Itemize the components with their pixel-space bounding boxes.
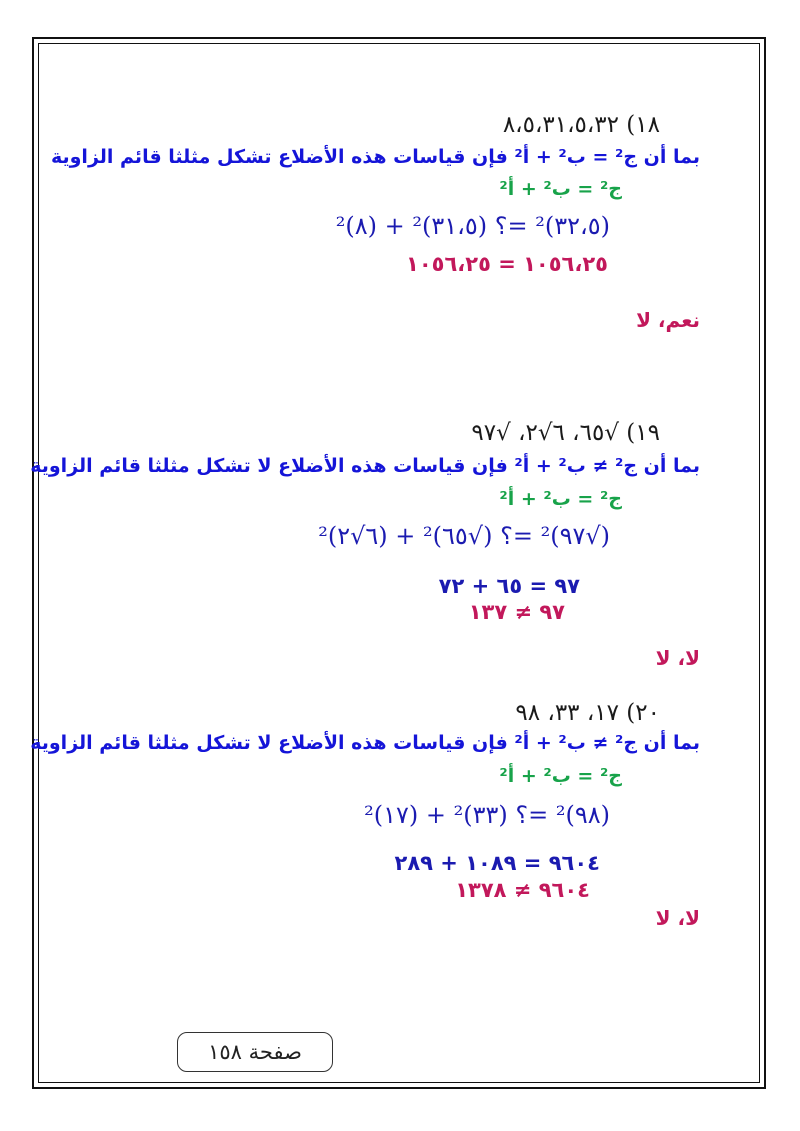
- problem-header: ١٩) √٦٥، ٦√٢، √٩٧: [471, 420, 660, 446]
- result-step: ٩٦٠٤ ≠ ١٣٧٨: [455, 878, 590, 902]
- problem-header: ١٨) ٨،٥،٣١،٥،٣٢: [502, 112, 660, 138]
- page-number-label: صفحة ١٥٨: [208, 1040, 302, 1064]
- problem-statement: بما أن ج² = ب² + أ² فإن قياسات هذه الأضلاع تشكل مثلثا قائم الزاوية: [50, 146, 700, 168]
- answer: لا، لا: [655, 646, 700, 670]
- pythagorean-formula: ج² = ب² + أ²: [499, 765, 622, 787]
- problem-statement: بما أن ج² ≠ ب² + أ² فإن قياسات هذه الأضلاع لا تشكل مثلثا قائم الزاوية: [30, 732, 700, 754]
- work-step: ٩٧ = ٦٥ + ٧٢: [438, 574, 580, 598]
- pythagorean-formula: ج² = ب² + أ²: [499, 488, 622, 510]
- worksheet: [30, 0, 700, 1131]
- page-number-badge: [177, 1032, 333, 1072]
- problem-statement: بما أن ج² ≠ ب² + أ² فإن قياسات هذه الأضلاع لا تشكل مثلثا قائم الزاوية: [30, 455, 700, 477]
- answer: نعم، لا: [636, 308, 700, 332]
- answer: لا، لا: [655, 906, 700, 930]
- result-step: ٩٧ ≠ ١٣٧: [468, 600, 565, 624]
- work-step: ٩٦٠٤ = ١٠٨٩ + ٢٨٩: [394, 851, 600, 875]
- substitution: (٣٢،٥)² =؟ (٣١،٥)² + (٨)²: [335, 212, 610, 240]
- result-step: ١٠٥٦،٢٥ = ١٠٥٦،٢٥: [406, 252, 608, 276]
- pythagorean-formula: ج² = ب² + أ²: [499, 178, 622, 200]
- substitution: (√٩٧)² =؟ (√٦٥)² + (٦√٢)²: [318, 522, 610, 550]
- problem-header: ٢٠) ١٧، ٣٣، ٩٨: [515, 700, 660, 726]
- substitution: (٩٨)² =؟ (٣٣)² + (١٧)²: [364, 801, 610, 829]
